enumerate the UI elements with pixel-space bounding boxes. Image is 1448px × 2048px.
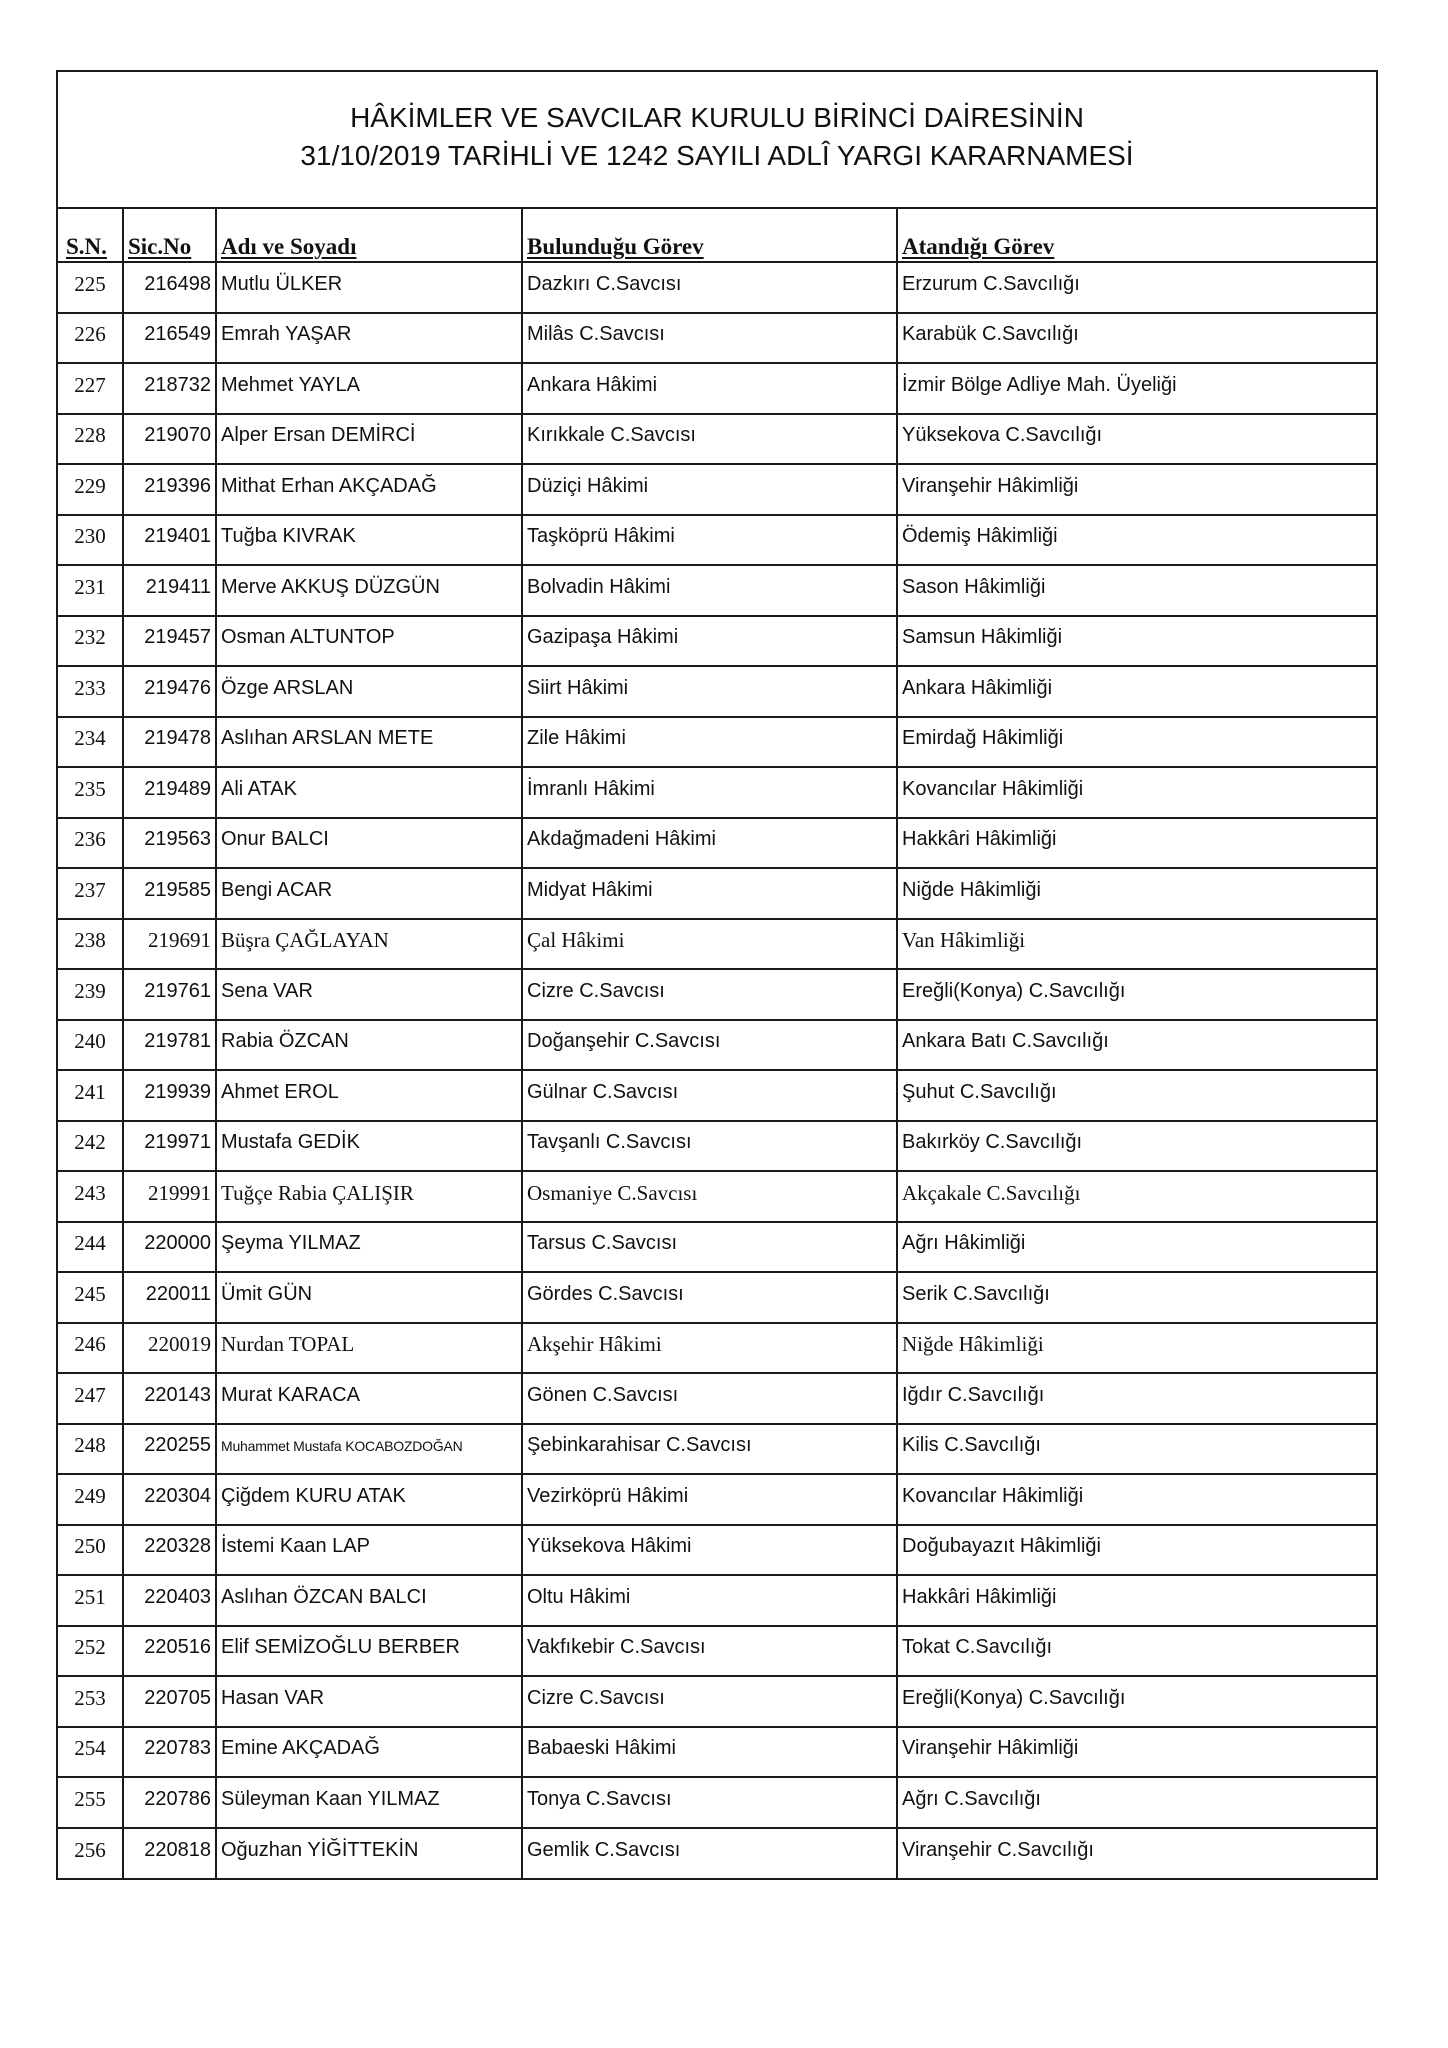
- cell-sn: 242: [58, 1121, 123, 1172]
- cell-assigned-post: Doğubayazıt Hâkimliği: [897, 1525, 1376, 1576]
- table-row: [58, 717, 1376, 768]
- table-row: [58, 1373, 1376, 1424]
- cell-sic-no: 219478: [123, 717, 216, 768]
- cell-sn: 232: [58, 616, 123, 667]
- title-line-2: 31/10/2019 TARİHLİ VE 1242 SAYILI ADLÎ YARGI KARARNAMESİ: [300, 139, 1134, 171]
- cell-sic-no: 220705: [123, 1676, 216, 1727]
- cell-current-post: Cizre C.Savcısı: [522, 1676, 897, 1727]
- cell-sic-no: 219457: [123, 616, 216, 667]
- cell-sn: 235: [58, 767, 123, 818]
- cell-current-post: Zile Hâkimi: [522, 717, 897, 768]
- cell-assigned-post: Niğde Hâkimliği: [897, 1323, 1376, 1374]
- cell-assigned-post: Yüksekova C.Savcılığı: [897, 414, 1376, 465]
- cell-current-post: Midyat Hâkimi: [522, 868, 897, 919]
- cell-assigned-post: Ankara Hâkimliği: [897, 666, 1376, 717]
- cell-current-post: Milâs C.Savcısı: [522, 313, 897, 364]
- cell-assigned-post: Ereğli(Konya) C.Savcılığı: [897, 1676, 1376, 1727]
- table-row: [58, 616, 1376, 667]
- cell-current-post: Oltu Hâkimi: [522, 1575, 897, 1626]
- cell-assigned-post: Şuhut C.Savcılığı: [897, 1070, 1376, 1121]
- cell-sic-no: 220818: [123, 1828, 216, 1879]
- cell-name: Ümit GÜN: [216, 1272, 522, 1323]
- cell-sic-no: 220000: [123, 1222, 216, 1273]
- document-title: [58, 72, 1376, 209]
- table-row: [58, 1575, 1376, 1626]
- column-header-current-post: Bulunduğu Görev: [522, 209, 897, 262]
- cell-current-post: Gördes C.Savcısı: [522, 1272, 897, 1323]
- cell-sn: 245: [58, 1272, 123, 1323]
- cell-sic-no: 219411: [123, 565, 216, 616]
- table-row: [58, 1626, 1376, 1677]
- table-row: [58, 767, 1376, 818]
- table-body: [58, 262, 1376, 1878]
- cell-sn: 229: [58, 464, 123, 515]
- cell-current-post: Akşehir Hâkimi: [522, 1323, 897, 1374]
- cell-name: Hasan VAR: [216, 1676, 522, 1727]
- cell-name: Şeyma YILMAZ: [216, 1222, 522, 1273]
- cell-assigned-post: Viranşehir C.Savcılığı: [897, 1828, 1376, 1879]
- cell-name: Mustafa GEDİK: [216, 1121, 522, 1172]
- column-header-assigned-post: Atandığı Görev: [897, 209, 1376, 262]
- table-row: [58, 1727, 1376, 1778]
- cell-sn: 237: [58, 868, 123, 919]
- cell-current-post: Gülnar C.Savcısı: [522, 1070, 897, 1121]
- cell-current-post: Babaeski Hâkimi: [522, 1727, 897, 1778]
- cell-sn: 253: [58, 1676, 123, 1727]
- table-row: [58, 1070, 1376, 1121]
- cell-assigned-post: Niğde Hâkimliği: [897, 868, 1376, 919]
- cell-sic-no: 220783: [123, 1727, 216, 1778]
- table-row: [58, 464, 1376, 515]
- cell-assigned-post: Viranşehir Hâkimliği: [897, 1727, 1376, 1778]
- cell-sn: 246: [58, 1323, 123, 1374]
- cell-current-post: Taşköprü Hâkimi: [522, 515, 897, 566]
- table-row: [58, 818, 1376, 869]
- cell-assigned-post: Van Hâkimliği: [897, 919, 1376, 970]
- cell-sn: 230: [58, 515, 123, 566]
- cell-name: Çiğdem KURU ATAK: [216, 1474, 522, 1525]
- cell-sic-no: 220019: [123, 1323, 216, 1374]
- cell-assigned-post: Bakırköy C.Savcılığı: [897, 1121, 1376, 1172]
- cell-sic-no: 220516: [123, 1626, 216, 1677]
- cell-current-post: Kırıkkale C.Savcısı: [522, 414, 897, 465]
- cell-current-post: Osmaniye C.Savcısı: [522, 1171, 897, 1222]
- cell-assigned-post: Tokat C.Savcılığı: [897, 1626, 1376, 1677]
- cell-name: Büşra ÇAĞLAYAN: [216, 919, 522, 970]
- cell-name: İstemi Kaan LAP: [216, 1525, 522, 1576]
- table-row: [58, 666, 1376, 717]
- cell-sic-no: 219781: [123, 1020, 216, 1071]
- cell-current-post: Vezirköprü Hâkimi: [522, 1474, 897, 1525]
- cell-current-post: Akdağmadeni Hâkimi: [522, 818, 897, 869]
- cell-sn: 247: [58, 1373, 123, 1424]
- cell-sn: 231: [58, 565, 123, 616]
- cell-sn: 251: [58, 1575, 123, 1626]
- decree-document: [56, 70, 1378, 1880]
- cell-name: Aslıhan ARSLAN METE: [216, 717, 522, 768]
- cell-sn: 249: [58, 1474, 123, 1525]
- table-row: [58, 565, 1376, 616]
- cell-name: Merve AKKUŞ DÜZGÜN: [216, 565, 522, 616]
- cell-sn: 226: [58, 313, 123, 364]
- cell-assigned-post: Kovancılar Hâkimliği: [897, 1474, 1376, 1525]
- cell-current-post: İmranlı Hâkimi: [522, 767, 897, 818]
- cell-sn: 248: [58, 1424, 123, 1475]
- table-row: [58, 1828, 1376, 1879]
- cell-sn: 243: [58, 1171, 123, 1222]
- cell-name: Sena VAR: [216, 969, 522, 1020]
- cell-current-post: Gönen C.Savcısı: [522, 1373, 897, 1424]
- cell-current-post: Çal Hâkimi: [522, 919, 897, 970]
- table-row: [58, 1121, 1376, 1172]
- cell-sic-no: 219991: [123, 1171, 216, 1222]
- cell-name: Mithat Erhan AKÇADAĞ: [216, 464, 522, 515]
- cell-name: Alper Ersan DEMİRCİ: [216, 414, 522, 465]
- cell-assigned-post: Ankara Batı C.Savcılığı: [897, 1020, 1376, 1071]
- table-row: [58, 868, 1376, 919]
- cell-sic-no: 219396: [123, 464, 216, 515]
- cell-name: Mutlu ÜLKER: [216, 262, 522, 313]
- cell-name: Muhammet Mustafa KOCABOZDOĞAN: [216, 1424, 522, 1475]
- cell-assigned-post: Hakkâri Hâkimliği: [897, 818, 1376, 869]
- table-row: [58, 515, 1376, 566]
- cell-sic-no: 218732: [123, 363, 216, 414]
- cell-sn: 255: [58, 1777, 123, 1828]
- cell-current-post: Dazkırı C.Savcısı: [522, 262, 897, 313]
- column-header-name: Adı ve Soyadı: [216, 209, 522, 262]
- cell-sn: 225: [58, 262, 123, 313]
- cell-sic-no: 220255: [123, 1424, 216, 1475]
- table-row: [58, 363, 1376, 414]
- cell-name: Tuğçe Rabia ÇALIŞIR: [216, 1171, 522, 1222]
- cell-sic-no: 219585: [123, 868, 216, 919]
- cell-sic-no: 219489: [123, 767, 216, 818]
- cell-sic-no: 219939: [123, 1070, 216, 1121]
- cell-assigned-post: Karabük C.Savcılığı: [897, 313, 1376, 364]
- table-row: [58, 1171, 1376, 1222]
- cell-sic-no: 220304: [123, 1474, 216, 1525]
- cell-sic-no: 219971: [123, 1121, 216, 1172]
- cell-current-post: Vakfıkebir C.Savcısı: [522, 1626, 897, 1677]
- cell-assigned-post: Hakkâri Hâkimliği: [897, 1575, 1376, 1626]
- cell-name: Elif SEMİZOĞLU BERBER: [216, 1626, 522, 1677]
- cell-assigned-post: Ödemiş Hâkimliği: [897, 515, 1376, 566]
- cell-current-post: Cizre C.Savcısı: [522, 969, 897, 1020]
- cell-current-post: Ankara Hâkimi: [522, 363, 897, 414]
- cell-assigned-post: Ağrı C.Savcılığı: [897, 1777, 1376, 1828]
- cell-sn: 233: [58, 666, 123, 717]
- cell-assigned-post: Viranşehir Hâkimliği: [897, 464, 1376, 515]
- appointments-table: [58, 209, 1376, 1878]
- cell-assigned-post: Akçakale C.Savcılığı: [897, 1171, 1376, 1222]
- cell-sic-no: 219401: [123, 515, 216, 566]
- cell-current-post: Doğanşehir C.Savcısı: [522, 1020, 897, 1071]
- cell-sn: 236: [58, 818, 123, 869]
- cell-sic-no: 216498: [123, 262, 216, 313]
- cell-sic-no: 219761: [123, 969, 216, 1020]
- cell-sic-no: 220328: [123, 1525, 216, 1576]
- cell-current-post: Düziçi Hâkimi: [522, 464, 897, 515]
- cell-sn: 252: [58, 1626, 123, 1677]
- table-row: [58, 1323, 1376, 1374]
- cell-assigned-post: Sason Hâkimliği: [897, 565, 1376, 616]
- table-row: [58, 1222, 1376, 1273]
- table-row: [58, 1474, 1376, 1525]
- cell-sic-no: 220143: [123, 1373, 216, 1424]
- cell-name: Rabia ÖZCAN: [216, 1020, 522, 1071]
- cell-sic-no: 216549: [123, 313, 216, 364]
- cell-current-post: Tavşanlı C.Savcısı: [522, 1121, 897, 1172]
- cell-sn: 254: [58, 1727, 123, 1778]
- cell-sn: 234: [58, 717, 123, 768]
- cell-name: Tuğba KIVRAK: [216, 515, 522, 566]
- cell-sn: 228: [58, 414, 123, 465]
- table-header-row: [58, 209, 1376, 262]
- cell-name: Emine AKÇADAĞ: [216, 1727, 522, 1778]
- cell-current-post: Tonya C.Savcısı: [522, 1777, 897, 1828]
- cell-name: Ahmet EROL: [216, 1070, 522, 1121]
- cell-sic-no: 219691: [123, 919, 216, 970]
- cell-name: Aslıhan ÖZCAN BALCI: [216, 1575, 522, 1626]
- cell-sn: 244: [58, 1222, 123, 1273]
- table-row: [58, 1676, 1376, 1727]
- cell-name: Süleyman Kaan YILMAZ: [216, 1777, 522, 1828]
- cell-name: Mehmet YAYLA: [216, 363, 522, 414]
- cell-current-post: Bolvadin Hâkimi: [522, 565, 897, 616]
- cell-sn: 239: [58, 969, 123, 1020]
- cell-name: Oğuzhan YİĞİTTEKİN: [216, 1828, 522, 1879]
- cell-sic-no: 219563: [123, 818, 216, 869]
- cell-sic-no: 219476: [123, 666, 216, 717]
- cell-assigned-post: Erzurum C.Savcılığı: [897, 262, 1376, 313]
- cell-name: Onur BALCI: [216, 818, 522, 869]
- cell-current-post: Gemlik C.Savcısı: [522, 1828, 897, 1879]
- cell-sn: 250: [58, 1525, 123, 1576]
- cell-assigned-post: Ağrı Hâkimliği: [897, 1222, 1376, 1273]
- cell-sic-no: 220011: [123, 1272, 216, 1323]
- cell-name: Bengi ACAR: [216, 868, 522, 919]
- table-row: [58, 969, 1376, 1020]
- cell-assigned-post: İzmir Bölge Adliye Mah. Üyeliği: [897, 363, 1376, 414]
- cell-assigned-post: Kilis C.Savcılığı: [897, 1424, 1376, 1475]
- cell-assigned-post: Iğdır C.Savcılığı: [897, 1373, 1376, 1424]
- cell-sic-no: 219070: [123, 414, 216, 465]
- table-row: [58, 262, 1376, 313]
- table-row: [58, 1424, 1376, 1475]
- cell-current-post: Yüksekova Hâkimi: [522, 1525, 897, 1576]
- cell-sn: 238: [58, 919, 123, 970]
- cell-name: Özge ARSLAN: [216, 666, 522, 717]
- cell-assigned-post: Kovancılar Hâkimliği: [897, 767, 1376, 818]
- table-row: [58, 1272, 1376, 1323]
- cell-name: Nurdan TOPAL: [216, 1323, 522, 1374]
- cell-sic-no: 220786: [123, 1777, 216, 1828]
- cell-assigned-post: Ereğli(Konya) C.Savcılığı: [897, 969, 1376, 1020]
- cell-current-post: Tarsus C.Savcısı: [522, 1222, 897, 1273]
- cell-sic-no: 220403: [123, 1575, 216, 1626]
- cell-sn: 240: [58, 1020, 123, 1071]
- cell-sn: 227: [58, 363, 123, 414]
- cell-current-post: Siirt Hâkimi: [522, 666, 897, 717]
- cell-assigned-post: Serik C.Savcılığı: [897, 1272, 1376, 1323]
- table-row: [58, 1525, 1376, 1576]
- table-row: [58, 1777, 1376, 1828]
- table-row: [58, 414, 1376, 465]
- cell-sn: 256: [74, 1837, 106, 1862]
- cell-name: Osman ALTUNTOP: [216, 616, 522, 667]
- cell-assigned-post: Emirdağ Hâkimliği: [897, 717, 1376, 768]
- title-line-1: HÂKİMLER VE SAVCILAR KURULU BİRİNCİ DAİRESİNİN: [350, 101, 1084, 133]
- cell-current-post: Şebinkarahisar C.Savcısı: [522, 1424, 897, 1475]
- cell-sn: 241: [58, 1070, 123, 1121]
- cell-name: Murat KARACA: [216, 1373, 522, 1424]
- table-row: [58, 313, 1376, 364]
- cell-name: Emrah YAŞAR: [216, 313, 522, 364]
- column-header-sn: S.N.: [58, 209, 123, 262]
- table-row: [58, 919, 1376, 970]
- cell-current-post: Gazipaşa Hâkimi: [522, 616, 897, 667]
- column-header-sic-no: Sic.No: [123, 209, 216, 262]
- cell-assigned-post: Samsun Hâkimliği: [897, 616, 1376, 667]
- table-row: [58, 1020, 1376, 1071]
- cell-name: Ali ATAK: [216, 767, 522, 818]
